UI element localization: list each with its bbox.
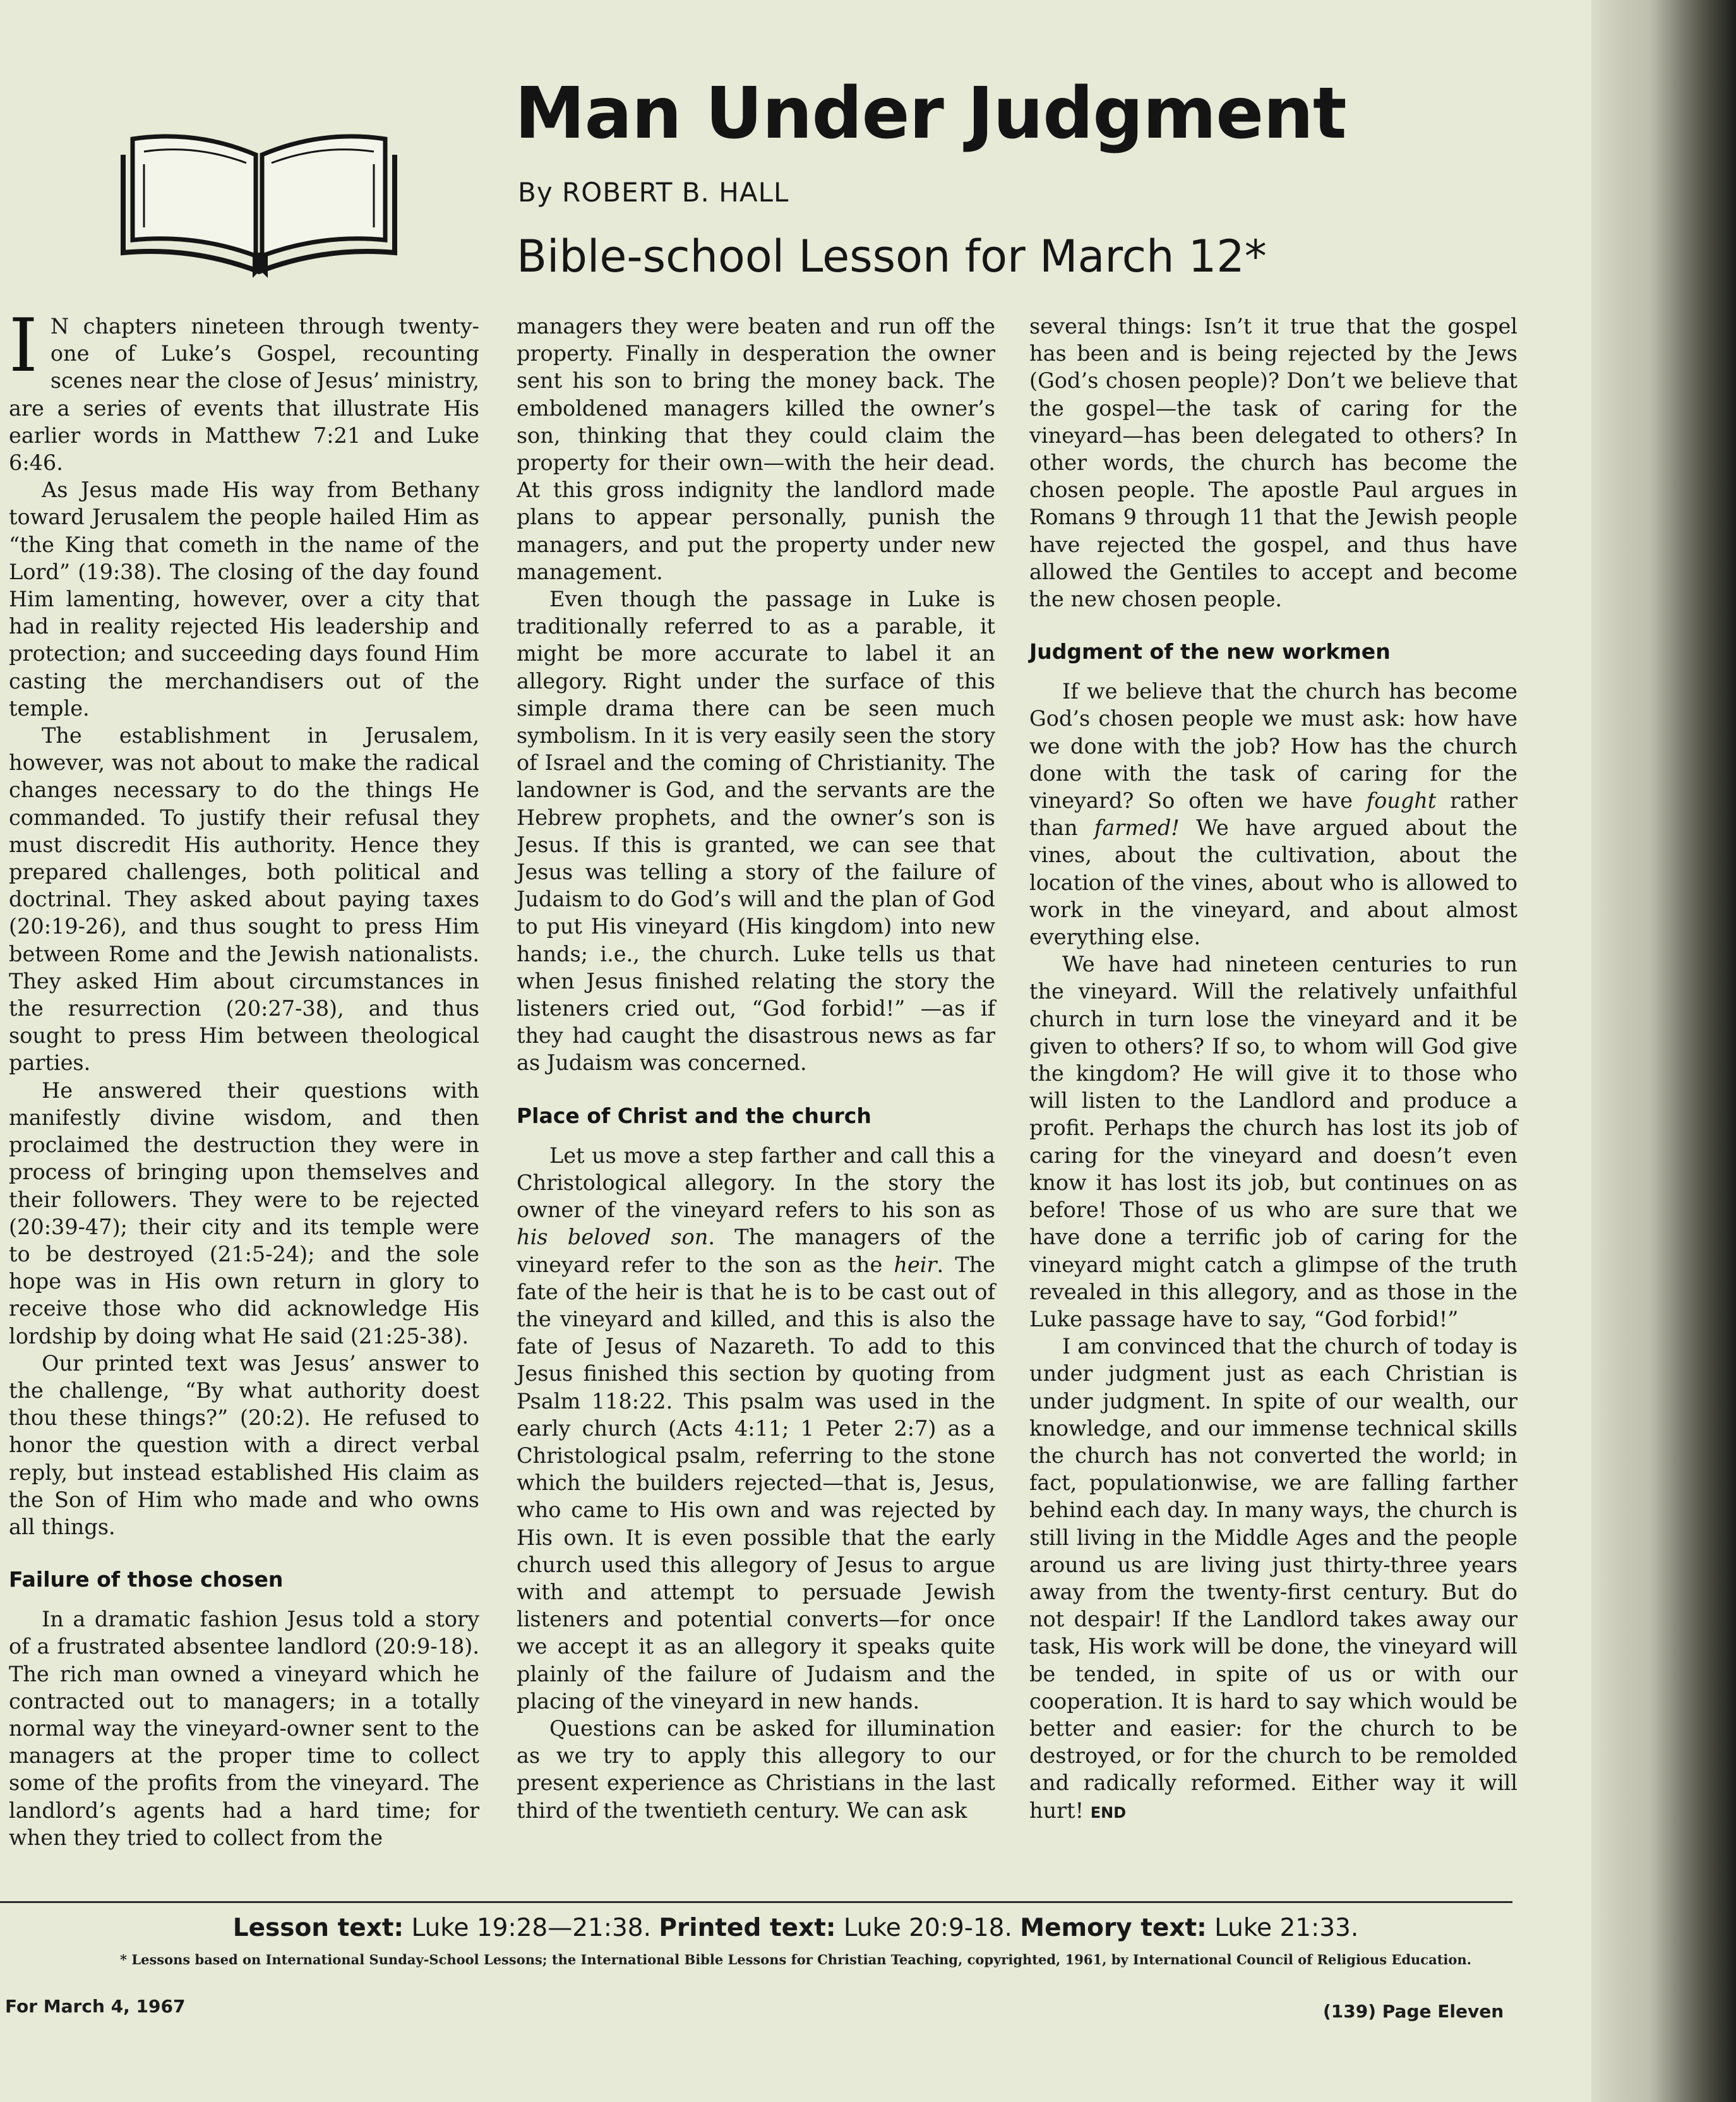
paragraph-text: I am convinced that the church of today is under judgment just as each Christian is under judgment. In spite of our wealth, our knowledge, and our immense technical skills the church has not converted the world; in fact, populationwise, we are falling farther behind each day. In many ways, the church is still living in the Middle Ages and the people around us are living just thirty-three years away from the twenty-first century. But do not despair! If the Landlord takes away our task, His work will be done, the vineyard will be tended, in spite of us or with our cooperation. It is hard to say which would be better and easier: for the church to be destroyed, or for the church to be remolded and radically reformed. Either way it will hurt! <box>1029 1334 1518 1823</box>
drop-cap: I <box>9 303 38 388</box>
paragraph: several things: Isn’t it true that the gospel has been and is being rejected by the Jews (God’s chosen people)? Don’t we believe that the gospel—the task of caring for the vineyard—has been delegated to others? In other words, the church has become the chosen people. The apostle Paul argues in Romans 9 through 11 that the Jewish people have rejected the gospel, and thus have allowed the Gentiles to accept and become the new chosen people. <box>1029 314 1518 612</box>
article-column-1 <box>9 303 479 1851</box>
paragraph <box>517 1142 995 1715</box>
paragraph-text: If we believe that the church has become God’s chosen people we must ask: how have we done with the job? How has the church done with the task of caring for the vineyard? So often we have <box>1029 679 1518 814</box>
memory-text-value: Luke 21:33. <box>1206 1914 1359 1942</box>
lesson-references <box>0 1914 1591 1942</box>
section-heading: Judgment of the new workmen <box>1029 639 1391 664</box>
italic-phrase: his beloved son <box>517 1225 709 1250</box>
article-column-3 <box>1029 313 1518 1827</box>
italic-phrase: heir <box>894 1252 937 1277</box>
page-number: (139) Page Eleven <box>1323 2001 1504 2022</box>
end-mark: END <box>1090 1803 1127 1822</box>
italic-phrase: farmed! <box>1094 815 1180 841</box>
memory-text-label: Memory text: <box>1020 1914 1207 1942</box>
paragraph <box>1029 1333 1518 1827</box>
paragraph: We have had nineteen centuries to run the vineyard. Will the relatively unfaithful church in turn lose the vineyard and it be given to others? If so, to whom will God give the kingdom? He will give it to those who will listen to the Landlord and produce a profit. Perhaps the church has lost its job of caring for the vineyard and doesn’t even know it has lost its job, but continues on as before! Those of us who are sure that we have done a terrific job of caring for the vineyard might catch a glimpse of the truth revealed in this allegory, and as those in the Luke passage have to say, “God forbid!” <box>1029 952 1518 1331</box>
paragraph-text: rather than <box>1029 788 1518 841</box>
paragraph-text: Let us move a step farther and call this a Christological allegory. In the story the owner of the vineyard refers to his son as <box>517 1143 995 1223</box>
footnote: * Lessons based on International Sunday-School Lessons; the International Bible Lessons for Christian Teaching, copyrighted, 1961, by International Council of Religious Education. <box>120 1952 1471 1967</box>
italic-phrase: fought <box>1366 788 1437 814</box>
paragraph-text: . The fate of the heir is that he is to be cast out of the vineyard and killed, and this is also the fate of Jesus of Nazareth. To add to this Jesus finished this section by quoting from Psalm 118:22. This psalm was used in the early church (Acts 4:11; 1 Peter 2:7) as a Christological psalm, referring to the stone which the builders rejected—that is, Jesus, who came to His own and was rejected by His own. It is even possible that the early church used this allegory of Jesus to argue with and attempt to persuade Jewish listeners and potential converts—for once we accept it as an allegory it speaks quite plainly of the failure of Judaism and the placing of the vineyard in new hands. <box>517 1252 995 1714</box>
page-edge-shadow <box>1591 0 1736 2102</box>
article-column-2 <box>517 313 995 1824</box>
printed-text-label: Printed text: <box>659 1914 836 1942</box>
section-heading: Place of Christ and the church <box>517 1103 871 1128</box>
divider-rule <box>0 1901 1512 1903</box>
paragraph: managers they were beaten and run off the property. Finally in desperation the owner sent his son to bring the money back. The emboldened managers killed the owner’s son, thinking that they could claim the property for their own—with the heir dead. At this gross indignity the landlord made plans to appear personally, punish the managers, and put the property under new management. <box>517 314 995 584</box>
lesson-text-value: Luke 19:28—21:38. <box>404 1914 659 1942</box>
printed-text-value: Luke 20:9-18. <box>835 1914 1021 1942</box>
paragraph: Even though the passage in Luke is traditionally referred to as a parable, it might be more accurate to label it an allegory. Right under the surface of this simple drama there can be seen much symbolism. In it is very easily seen the story of Israel and the coming of Christianity. The landowner is God, and the servants are the Hebrew prophets, and the owner’s son is Jesus. If this is granted, we can see that Jesus was telling a story of the failure of Judaism to do God’s will and the plan of God to put His vineyard (His kingdom) into new hands; i.e., the church. Luke tells us that when Jesus finished relating the story the listeners cried out, “God forbid!” —as if they had caught the disastrous news as far as Judaism was concerned. <box>517 587 995 1076</box>
paragraph-text: . The managers of the vineyard refer to the son as the <box>517 1225 995 1277</box>
author-byline: By ROBERT B. HALL <box>518 177 789 208</box>
lesson-subtitle: Bible-school Lesson for March 12* <box>517 231 1267 282</box>
paragraph: As Jesus made His way from Bethany toward Jerusalem the people hailed Him as “the King that cometh in the name of the Lord” (19:38). The closing of the day found Him lamenting, however, over a city that had in reality rejected His leadership and protection; and succeeding days found Him casting the merchandisers out of the temple. <box>9 477 479 721</box>
paragraph-text: N chapters nineteen through twenty-one of Luke’s Gospel, recounting scenes near the close of Jesus’ ministry, are a series of events that illustrate His earlier words in Matthew 7:21 and Luke 6:46. <box>9 314 479 476</box>
paragraph: Our printed text was Jesus’ answer to the challenge, “By what authority doest thou these things?” (20:2). He refused to honor the question with a direct verbal reply, but instead established His claim as the Son of Him who made and who owns all things. <box>9 1350 479 1539</box>
paragraph: The establishment in Jerusalem, however, was not about to make the radical changes necessary to do the things He commanded. To justify their refusal they must discredit His authority. Hence they prepared challenges, both political and doctrinal. They asked about paying taxes (20:19-26), and thus sought to press Him between Rome and the Jewish nationalists. They asked Him about circumstances in the resurrection (20:27-38), and thus sought to press Him between theological parties. <box>9 723 479 1076</box>
issue-date: For March 4, 1967 <box>5 1996 186 2017</box>
paragraph: Questions can be asked for illumination as we try to apply this allegory to our present experience as Christians in the last third of the twentieth century. We can ask <box>517 1715 995 1823</box>
paragraph <box>9 303 479 476</box>
paragraph: He answered their questions with manifestly divine wisdom, and then proclaimed the destruction they were in process of bringing upon themselves and their followers. They were to be rejected (20:39-47); their city and its temple were to be destroyed (21:5-24); and the sole hope was in His own return in glory to receive those who did acknowledge His lordship by doing what He said (21:25-38). <box>9 1078 479 1348</box>
article-title: Man Under Judgment <box>515 73 1346 155</box>
paragraph-text: We have argued about the vines, about the cultivation, about the location of the vines, about who is allowed to work in the vineyard, and about almost everything else. <box>1029 815 1518 950</box>
section-heading: Failure of those chosen <box>9 1567 284 1592</box>
open-book-icon <box>120 95 398 278</box>
paragraph: In a dramatic fashion Jesus told a story of a frustrated absentee landlord (20:9-18). The rich man owned a vineyard which he contracted out to managers; in a totally normal way the vineyard-owner sent to the managers at the proper time to collect some of the profits from the vineyard. The landlord’s agents had a hard time; for when they tried to collect from the <box>9 1607 479 1850</box>
lesson-text-label: Lesson text: <box>232 1914 404 1942</box>
paragraph <box>1029 678 1518 951</box>
